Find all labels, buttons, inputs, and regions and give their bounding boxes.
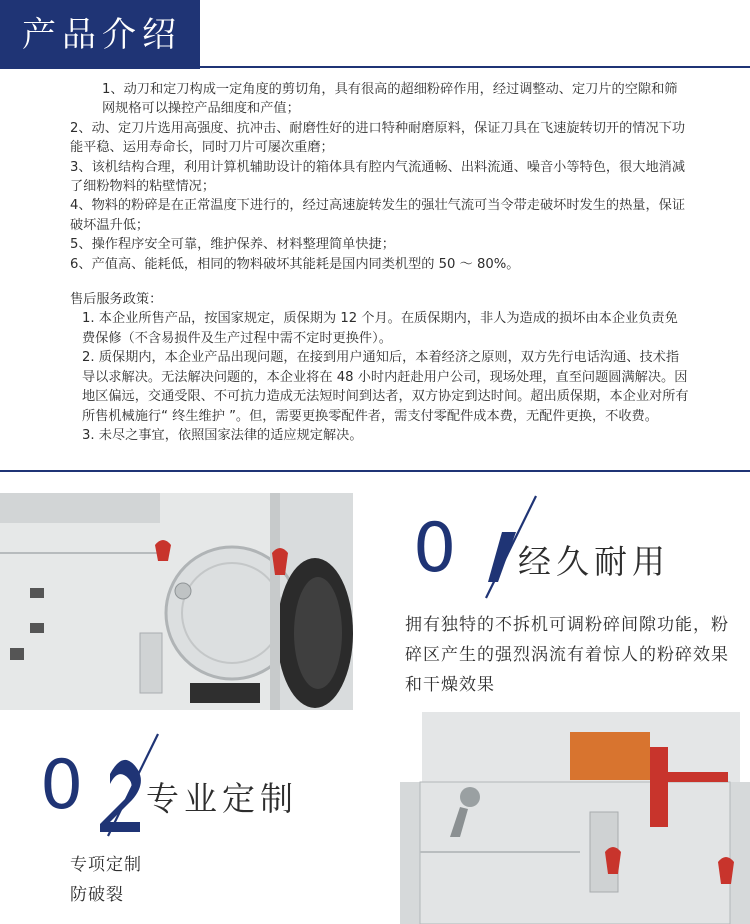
feature-point: 4、物料的粉碎是在正常温度下进行的，经过高速旋转发生的强壮气流可当令带走破坏时发生的热量，保证破坏温升低； [70,198,686,233]
feature-number: 0 [40,746,86,825]
spacer [70,274,690,290]
feature-title: 专业定制 [146,779,298,818]
product-intro-text [70,80,690,445]
feature-point: 5、操作程序安全可靠，维护保养、材料整理简单快捷； [70,237,395,253]
page-title: 产品介绍 [22,15,182,55]
machine-photo-right [400,712,750,924]
policy-title: 售后服务政策： [70,292,163,308]
policy-item: 3. 未尽之事宜，依照国家法律的适应规定解决。 [82,427,363,443]
machine-illustration [400,712,750,924]
feature-title: 经久耐用 [518,542,670,581]
machine-illustration [0,493,353,710]
section-divider [0,470,750,472]
policy-item: 1. 本企业所售产品，按国家规定，质保期为 12 个月。在质保期内，非人为造成的损坏由本企业负责免费保修（不含易损件及生产过程中需不定时更换件）。 [82,311,678,346]
feature-point: 1、动刀和定刀构成一定角度的剪切角，具有很高的超细粉碎作用，经过调整动、定刀片的空隙和筛网规格可以操控产品细度和产值； [102,82,678,117]
feature-point: 3、该机结构合理，利用计算机辅助设计的箱体具有腔内气流通畅、出料流通、噪音小等特色，很大地消减了细粉物料的粘壁情况； [70,159,686,195]
feature-number: 0 [413,509,459,588]
machine-photo-left [0,493,353,710]
feature-point: 6、产值高、能耗低，相同的物料破坏其能耗是国内同类机型的 50 ～ 80%。 [70,256,520,272]
feature-description: 拥有独特的不拆机可调粉碎间隙功能，粉碎区产生的强烈涡流有着惊人的粉碎效果和干燥效果 [405,615,729,695]
header-rule [200,66,750,68]
feature-description: 专项定制 防破裂 [70,855,142,905]
feature-point: 2、动、定刀片选用高强度、抗冲击、耐磨性好的进口特种耐磨原料，保证刀具在飞速旋转切开的情况下功能平稳、运用寿命长，同时刀片可屡次重磨； [70,120,686,156]
policy-item: 2. 质保期内，本企业产品出现问题，在接到用户通知后，本着经济之原则，双方先行电话沟通、技术指导以求解决。无法解决问题的，本企业将在 48 小时内赶赴用户公司，现场处理，直至问题圆满解决。因地区偏远，交通受限、不可抗力造成无法短时间到达者，双方协定到达时间。超出质保期，本企业对所有所售机械施行“ 终生维护 ”。但，需要更换零配件者，需支付零配件成本费，无配件更换，不收费。 [82,350,689,424]
